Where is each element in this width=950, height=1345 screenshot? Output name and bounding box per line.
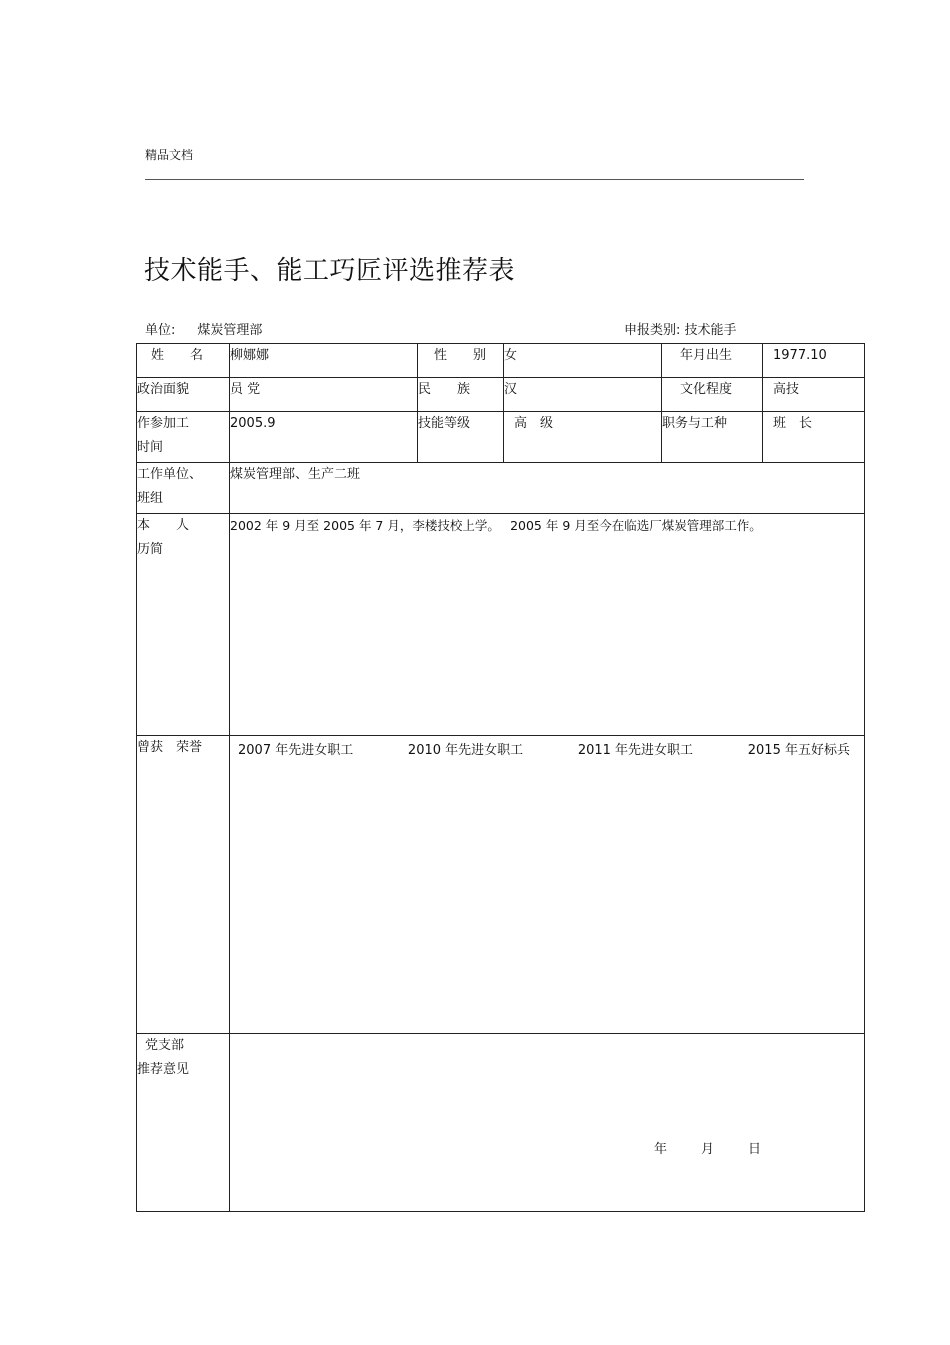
work-start-label	[137, 412, 230, 463]
gender-value: 女	[504, 344, 662, 378]
document-title: 技术能手、能工巧匠评选推荐表	[144, 256, 516, 286]
resume-label-line1: 本 人	[137, 518, 190, 533]
honors-list	[230, 736, 864, 763]
unit-value: 煤炭管理部	[197, 323, 263, 338]
workplace-label-line1: 工作单位、	[137, 467, 203, 482]
category-line: 申报类别: 技术能手	[624, 323, 737, 338]
ethnicity-label: 民 族	[418, 378, 504, 412]
workplace-label-line2: 班组	[137, 491, 164, 506]
table-row	[137, 463, 865, 514]
work-start-label-line2: 时间	[137, 440, 164, 455]
skill-value: 高 级	[504, 412, 662, 463]
honor-item: 2010 年先进女职工	[407, 743, 524, 758]
party-label-line1: 党支部	[145, 1038, 185, 1053]
gender-label: 性 别	[418, 344, 504, 378]
resume-label-line2: 历简	[137, 542, 164, 557]
honor-item: 2015 年五好标兵	[747, 743, 850, 758]
position-label: 职务与工种	[662, 412, 763, 463]
workplace-label	[137, 463, 230, 514]
name-label: 姓 名	[137, 344, 230, 378]
resume-value: 2002 年 9 月至 2005 年 7 月，李楼技校上学。 2005 年 9 月至今在临选厂煤炭管理部工作。	[230, 514, 865, 736]
table-row	[137, 412, 865, 463]
party-label-line2: 推荐意见	[137, 1062, 190, 1077]
signature-date	[654, 1138, 795, 1162]
education-label: 文化程度	[662, 378, 763, 412]
work-start-value: 2005.9	[230, 412, 418, 463]
honors-value	[230, 736, 865, 1034]
politics-value: 员 党	[230, 378, 418, 412]
party-opinion-value	[230, 1034, 865, 1212]
table-row	[137, 344, 865, 378]
work-start-label-line1: 作参加工	[137, 416, 190, 431]
position-value: 班 长	[763, 412, 865, 463]
header-mark: 精品文档	[145, 148, 194, 162]
header-divider	[145, 179, 804, 180]
birth-value: 1977.10	[763, 344, 865, 378]
unit-line	[145, 319, 262, 338]
recommendation-form-table	[136, 343, 865, 1212]
politics-label: 政治面貌	[137, 378, 230, 412]
honors-label: 曾获 荣誉	[137, 736, 230, 1034]
date-day: 日	[748, 1142, 762, 1157]
table-row	[137, 514, 865, 736]
resume-label	[137, 514, 230, 736]
birth-label: 年月出生	[662, 344, 763, 378]
name-value: 柳娜娜	[230, 344, 418, 378]
table-row	[137, 378, 865, 412]
ethnicity-value: 汉	[504, 378, 662, 412]
skill-label: 技能等级	[418, 412, 504, 463]
table-row	[137, 1034, 865, 1212]
workplace-value: 煤炭管理部、生产二班	[230, 463, 865, 514]
party-label	[137, 1034, 230, 1212]
education-value: 高技	[763, 378, 865, 412]
date-year: 年	[654, 1142, 668, 1157]
honor-item: 2011 年先进女职工	[577, 743, 694, 758]
table-row	[137, 736, 865, 1034]
honor-item: 2007 年先进女职工	[238, 743, 354, 758]
date-month: 月	[701, 1142, 715, 1157]
unit-label: 单位:	[145, 323, 176, 338]
